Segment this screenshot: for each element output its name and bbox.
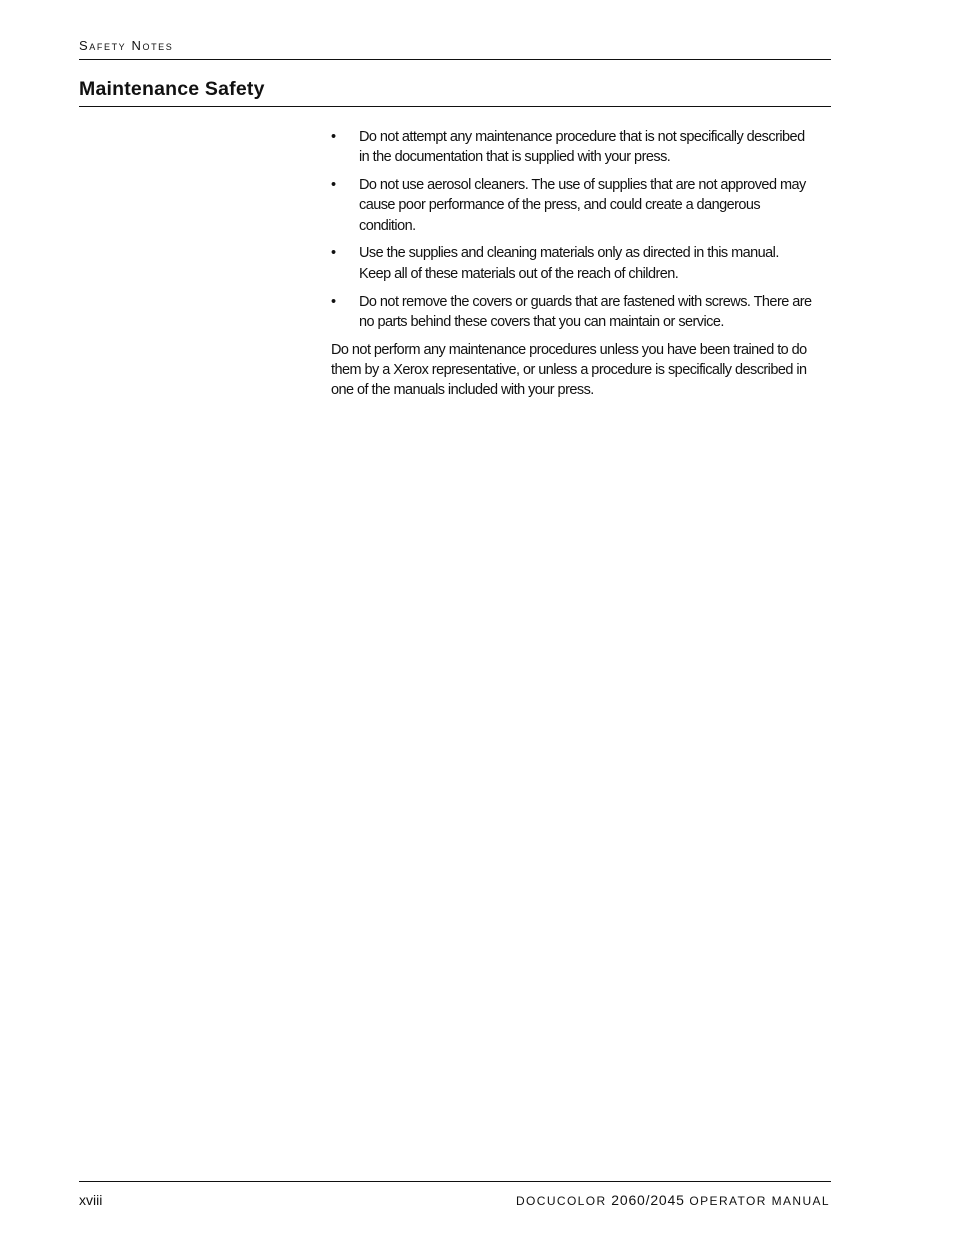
- bullet-list: [331, 127, 831, 332]
- text-line: Do not use aerosol cleaners. The use of supplies that are not approved may: [359, 177, 806, 194]
- bullet-item: [331, 292, 831, 333]
- text-line: them by a Xerox representative, or unless a procedure is specifically described in: [331, 361, 807, 378]
- header-rule: [79, 59, 831, 60]
- title-rule: [79, 106, 831, 107]
- manual-title-prefix: DOCUCOLOR: [515, 1194, 607, 1208]
- bullet-icon: •: [331, 293, 336, 310]
- text-line: Keep all of these materials out of the reach of children.: [359, 265, 679, 282]
- text-line: Do not attempt any maintenance procedure that is not specifically described: [359, 129, 805, 145]
- bullet-icon: •: [331, 245, 336, 262]
- footer-rule: [79, 1181, 831, 1182]
- bullet-item: [331, 127, 831, 168]
- text-line: in the documentation that is supplied with your press.: [359, 149, 671, 166]
- text-line: Use the supplies and cleaning materials only as directed in this manual.: [359, 245, 779, 262]
- page-number: xviii: [79, 1192, 103, 1208]
- text-line: one of the manuals included with your press.: [331, 382, 594, 399]
- bullet-item: [331, 175, 831, 236]
- bullet-icon: •: [331, 129, 336, 145]
- text-line: no parts behind these covers that you can maintain or service.: [359, 313, 724, 330]
- running-head: Safety Notes: [79, 38, 174, 53]
- section-body: [331, 127, 831, 401]
- text-line: Do not remove the covers or guards that are fastened with screws. There are: [359, 293, 812, 310]
- manual-title-suffix: OPERATOR MANUAL: [689, 1194, 830, 1208]
- bullet-item: [331, 243, 831, 284]
- section-title: Maintenance Safety: [79, 78, 265, 100]
- closing-paragraph: [331, 340, 831, 401]
- bullet-icon: •: [331, 177, 336, 194]
- text-line: Do not perform any maintenance procedures unless you have been trained to do: [331, 341, 807, 358]
- text-line: condition.: [359, 217, 416, 234]
- manual-title-model: 2060/2045: [611, 1192, 685, 1208]
- text-line: cause poor performance of the press, and could create a dangerous: [359, 197, 761, 214]
- manual-title: [516, 1192, 830, 1208]
